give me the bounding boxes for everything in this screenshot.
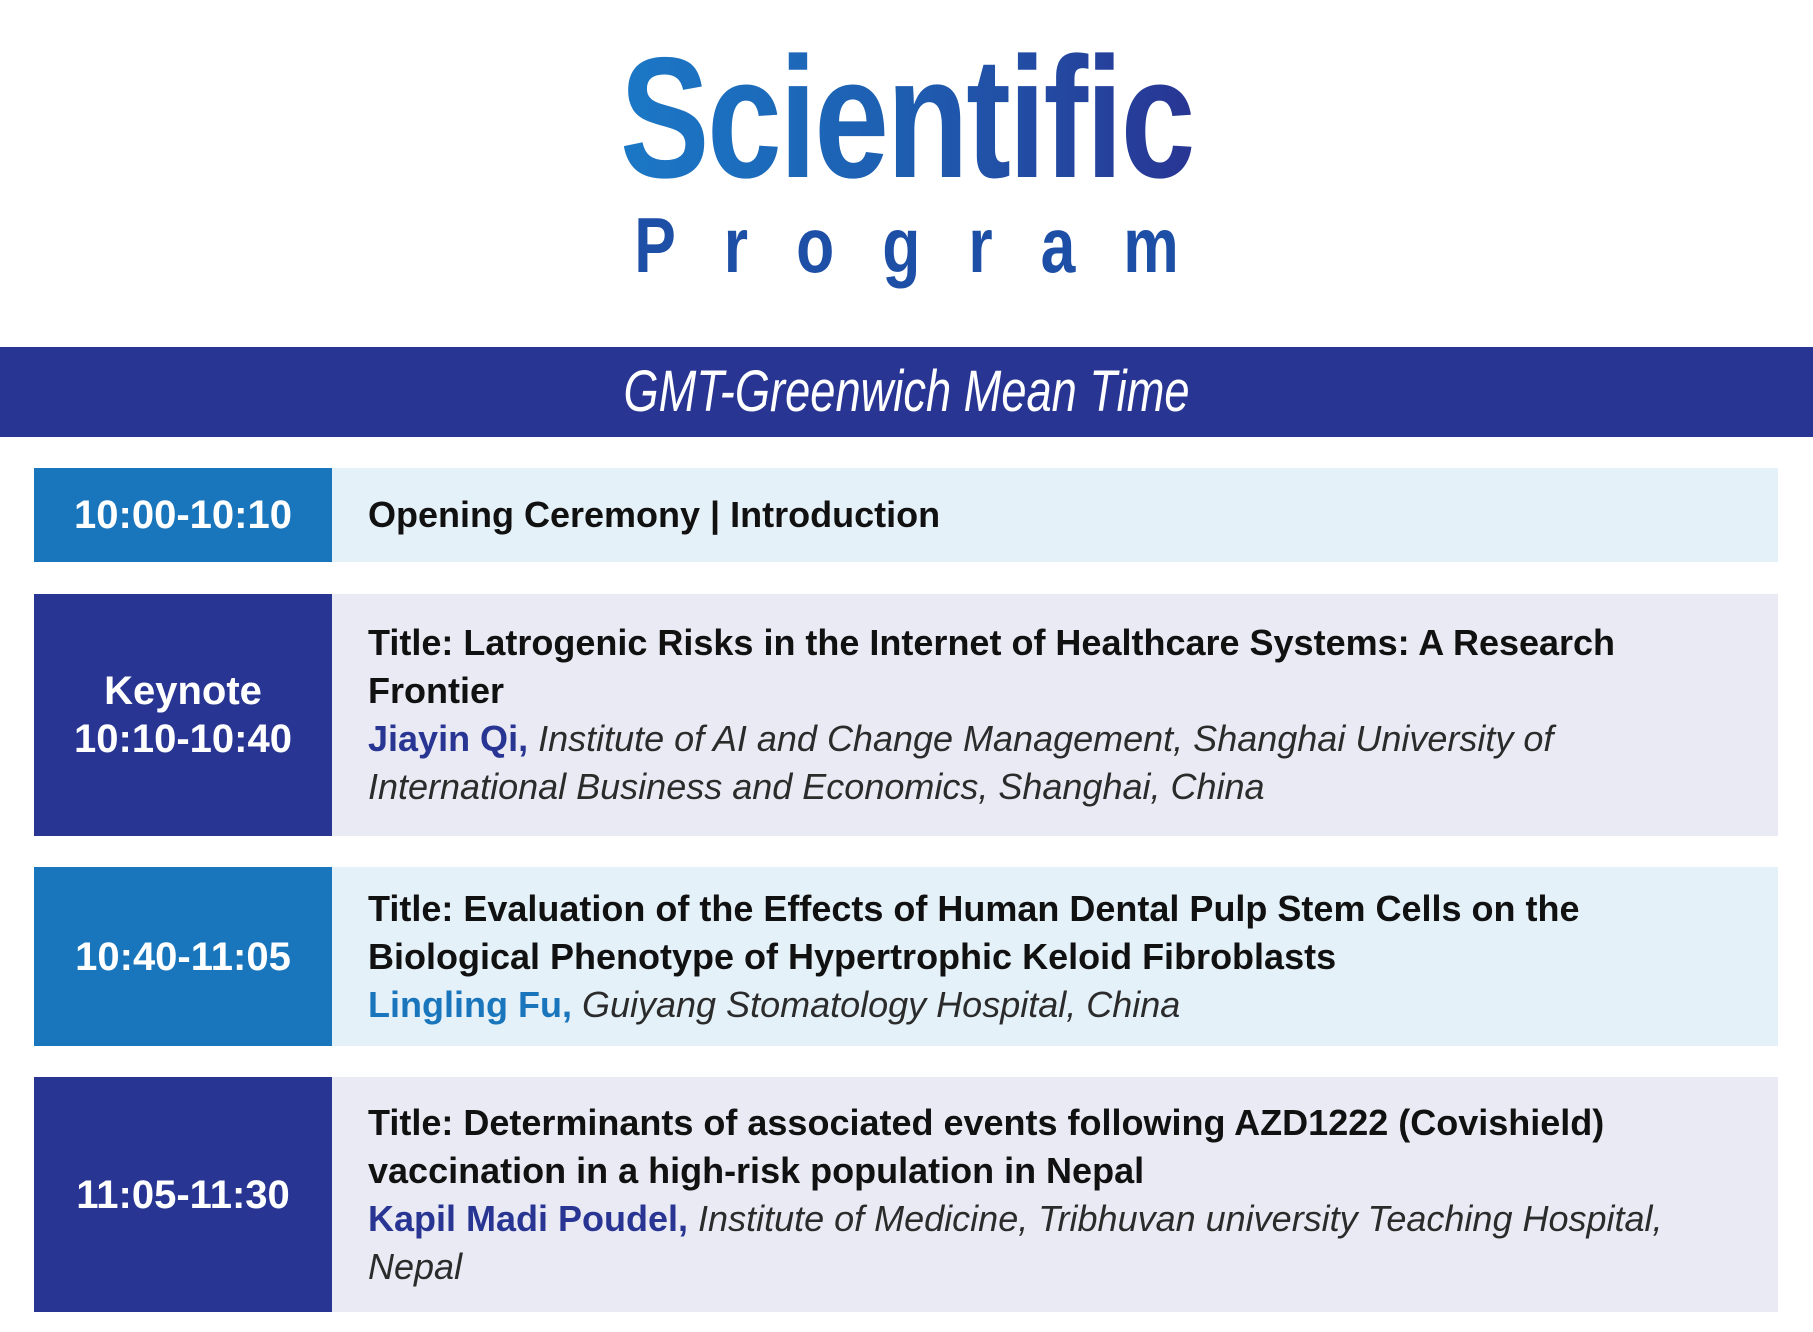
session-row — [34, 594, 1778, 836]
speaker-affiliation: Institute of AI and Change Management, Shanghai University of International Business and Economics, Shanghai, China — [368, 718, 1554, 807]
speaker-affiliation: Institute of Medicine, Tribhuvan university Teaching Hospital, Nepal — [368, 1197, 1663, 1287]
timezone-banner — [0, 347, 1813, 437]
session-time: 10:40-11:05 — [75, 934, 291, 979]
speaker-line — [368, 715, 1738, 811]
session-time-cell — [34, 867, 332, 1046]
session-details — [332, 1077, 1778, 1312]
session-details — [332, 594, 1778, 836]
page-subtitle: Program — [634, 201, 1227, 289]
speaker-name: Kapil Madi Poudel, — [368, 1197, 689, 1239]
session-row — [34, 1077, 1778, 1312]
session-label: Keynote — [104, 669, 262, 713]
session-details — [332, 867, 1778, 1046]
speaker-line — [368, 1195, 1738, 1291]
session-title: Title: Latrogenic Risks in the Internet of Healthcare Systems: A Research Frontier — [368, 622, 1616, 711]
speaker-affiliation: Guiyang Stomatology Hospital, China — [581, 983, 1181, 1025]
session-title: Title: Determinants of associated events following AZD1222 (Covishield) vaccination in a high-risk population in Nepal — [368, 1101, 1605, 1191]
session-time: 10:10-10:40 — [74, 717, 292, 761]
speaker-name: Lingling Fu, — [368, 983, 572, 1025]
session-details — [332, 468, 1778, 562]
session-row — [34, 867, 1778, 1046]
program-header — [0, 0, 1813, 330]
timezone-label: GMT-Greenwich Mean Time — [623, 359, 1190, 424]
speaker-line — [368, 981, 1738, 1029]
session-time-cell — [34, 594, 332, 836]
page-title: Scientific — [619, 22, 1194, 214]
speaker-name: Jiayin Qi, — [368, 718, 529, 759]
session-time: 11:05-11:30 — [76, 1172, 290, 1217]
session-title: Title: Evaluation of the Effects of Human Dental Pulp Stem Cells on the Biological Phenotype of Hypertrophic Keloid Fibroblasts — [368, 887, 1580, 977]
session-time: 10:00-10:10 — [74, 493, 292, 537]
session-time-cell — [34, 468, 332, 562]
session-time-cell — [34, 1077, 332, 1312]
session-title: Opening Ceremony | Introduction — [368, 494, 941, 535]
session-row — [34, 468, 1778, 562]
